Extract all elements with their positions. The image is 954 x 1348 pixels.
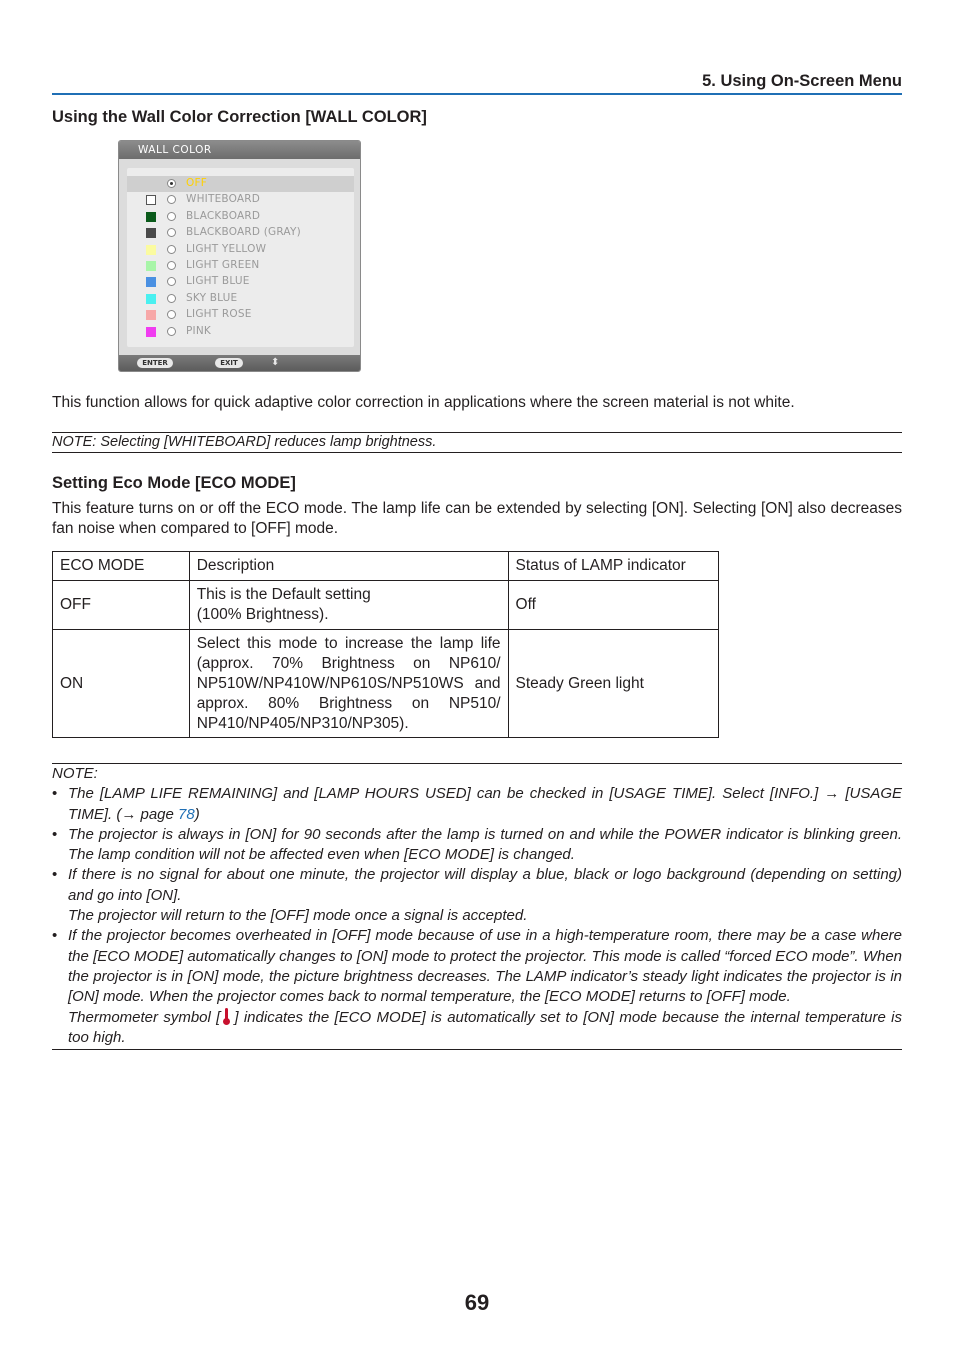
note-text: ] indicates the [ECO MODE] is automatically set to [ON] mode because the internal temperature is too high. [68, 1008, 902, 1046]
whiteboard-note: NOTE: Selecting [WHITEBOARD] reduces lamp brightness. [52, 432, 902, 453]
osd-option-label: LIGHT ROSE [186, 308, 252, 321]
color-swatch [146, 195, 156, 205]
exit-key-icon[interactable]: EXIT [215, 358, 243, 368]
radio-icon [167, 294, 176, 303]
table-cell-mode: ON [53, 630, 190, 738]
table-cell-description: Select this mode to increase the lamp life (approx. 70% Brightness on NP610/ NP510W/NP410W/NP610S/NP510WS and approx. 80% Brightness on NP510/ NP410/NP405/NP310/NP305). [189, 630, 508, 738]
note-text: The projector is always in [ON] for 90 seconds after the lamp is turned on and while the POWER indicator is blinking green. The lamp condition will not be affected even when [ECO MODE] is changed. [68, 825, 902, 864]
color-swatch [146, 294, 156, 304]
eco-mode-heading: Setting Eco Mode [ECO MODE] [52, 474, 296, 492]
osd-option-label: BLACKBOARD (GRAY) [186, 226, 301, 239]
osd-key-bar [119, 355, 360, 371]
color-swatch [146, 212, 156, 222]
radio-icon [167, 245, 176, 254]
radio-icon [167, 195, 176, 204]
page-number: 69 [464, 1290, 490, 1315]
chapter-title: 5. Using On-Screen Menu [702, 72, 902, 90]
color-swatch [146, 228, 156, 238]
notes-block [52, 763, 902, 1050]
table-header-cell: Status of LAMP indicator [508, 552, 718, 581]
osd-option-label: WHITEBOARD [186, 193, 261, 206]
color-swatch [146, 310, 156, 320]
radio-icon [167, 228, 176, 237]
osd-option-blackboard[interactable] [127, 209, 354, 225]
table-cell-status: Off [508, 581, 718, 630]
osd-option-light-yellow[interactable] [127, 242, 354, 258]
table-header-cell: Description [189, 552, 508, 581]
radio-icon [167, 261, 176, 270]
note-subtext [52, 1008, 902, 1049]
osd-option-blackboard-gray[interactable] [127, 225, 354, 241]
osd-title: WALL COLOR [119, 141, 360, 159]
osd-option-light-rose[interactable] [127, 307, 354, 323]
osd-option-whiteboard[interactable] [127, 192, 354, 208]
osd-option-label: OFF [186, 177, 207, 189]
table-header-cell: ECO MODE [53, 552, 190, 581]
color-swatch [146, 327, 156, 337]
wall-color-heading: Using the Wall Color Correction [WALL COLOR] [52, 108, 427, 126]
color-swatch [146, 245, 156, 255]
osd-option-light-blue[interactable] [127, 274, 354, 290]
note-text: If the projector becomes overheated in [OFF] mode because of use in a high-temperature room, there may be a case where the [ECO MODE] automatically changes to [ON] mode to protect the projector. This mode is called “forced ECO mode”. When the projector is in [ON] mode, the picture brightness decreases. The LAMP indicator’s steady light indicates the projector is in [ON] mode. When the projector comes back to normal temperature, the [ECO MODE] returns to [OFF] mode. [68, 927, 902, 1006]
radio-icon [167, 277, 176, 286]
page-link[interactable]: 78 [178, 805, 195, 823]
bullet: • [52, 866, 58, 884]
wall-color-description: This function allows for quick adaptive color correction in applications where the screen material is not white. [52, 394, 795, 411]
notes-title: NOTE: [52, 765, 98, 782]
note-item [52, 926, 902, 1007]
up-down-arrows-icon: ⬍ [271, 357, 280, 368]
note-text: Thermometer symbol [ [68, 1008, 221, 1026]
note-text: If there is no signal for about one minute, the projector will display a blue, black or logo background (depending on setting) and go into [ON]. [68, 866, 902, 904]
table-row [53, 630, 719, 738]
table-cell-description [189, 581, 508, 630]
bullet: • [52, 927, 58, 945]
osd-options-panel [127, 168, 354, 347]
note-text: ) [194, 805, 200, 823]
radio-icon [167, 310, 176, 319]
note-subtext: The projector will return to the [OFF] mode once a signal is accepted. [68, 907, 528, 925]
note-item [52, 784, 902, 825]
osd-option-sky-blue[interactable] [127, 291, 354, 307]
osd-option-light-green[interactable] [127, 258, 354, 274]
radio-icon [167, 212, 176, 221]
table-cell-mode: OFF [53, 581, 190, 630]
table-header-row [53, 552, 719, 581]
header-rule [52, 93, 902, 95]
color-swatch [146, 277, 156, 287]
osd-option-label: LIGHT BLUE [186, 275, 250, 288]
osd-option-off[interactable] [127, 176, 354, 192]
table-row [53, 581, 719, 630]
radio-icon [167, 179, 176, 188]
description-line: This is the Default setting [196, 586, 371, 603]
thermometer-icon [222, 1008, 232, 1025]
enter-key-icon[interactable]: ENTER [137, 358, 173, 368]
osd-option-pink[interactable] [127, 324, 354, 340]
table-cell-status: Steady Green light [508, 630, 718, 738]
eco-mode-description: This feature turns on or off the ECO mode. The lamp life can be extended by selecting [ON]. Selecting [ON] also decreases fan noise when compared to [OFF] mode. [52, 500, 902, 537]
wall-color-osd-menu [118, 140, 361, 372]
osd-option-label: PINK [186, 324, 211, 337]
description-line: (100% Brightness). [196, 606, 329, 623]
osd-option-label: LIGHT YELLOW [186, 242, 267, 255]
bullet: • [52, 785, 58, 803]
note-item [52, 825, 902, 866]
radio-icon [167, 327, 176, 336]
note-text: The [LAMP LIFE REMAINING] and [LAMP HOURS USED] can be checked in [USAGE TIME]. Select [INFO.] → [USAGE TIME]. (→ page [68, 785, 902, 823]
bullet: • [52, 825, 58, 843]
color-swatch [146, 261, 156, 271]
note-item [52, 865, 902, 906]
osd-option-label: LIGHT GREEN [186, 259, 260, 271]
eco-mode-table [52, 551, 719, 738]
osd-option-label: SKY BLUE [186, 291, 238, 304]
osd-option-label: BLACKBOARD [186, 209, 261, 222]
